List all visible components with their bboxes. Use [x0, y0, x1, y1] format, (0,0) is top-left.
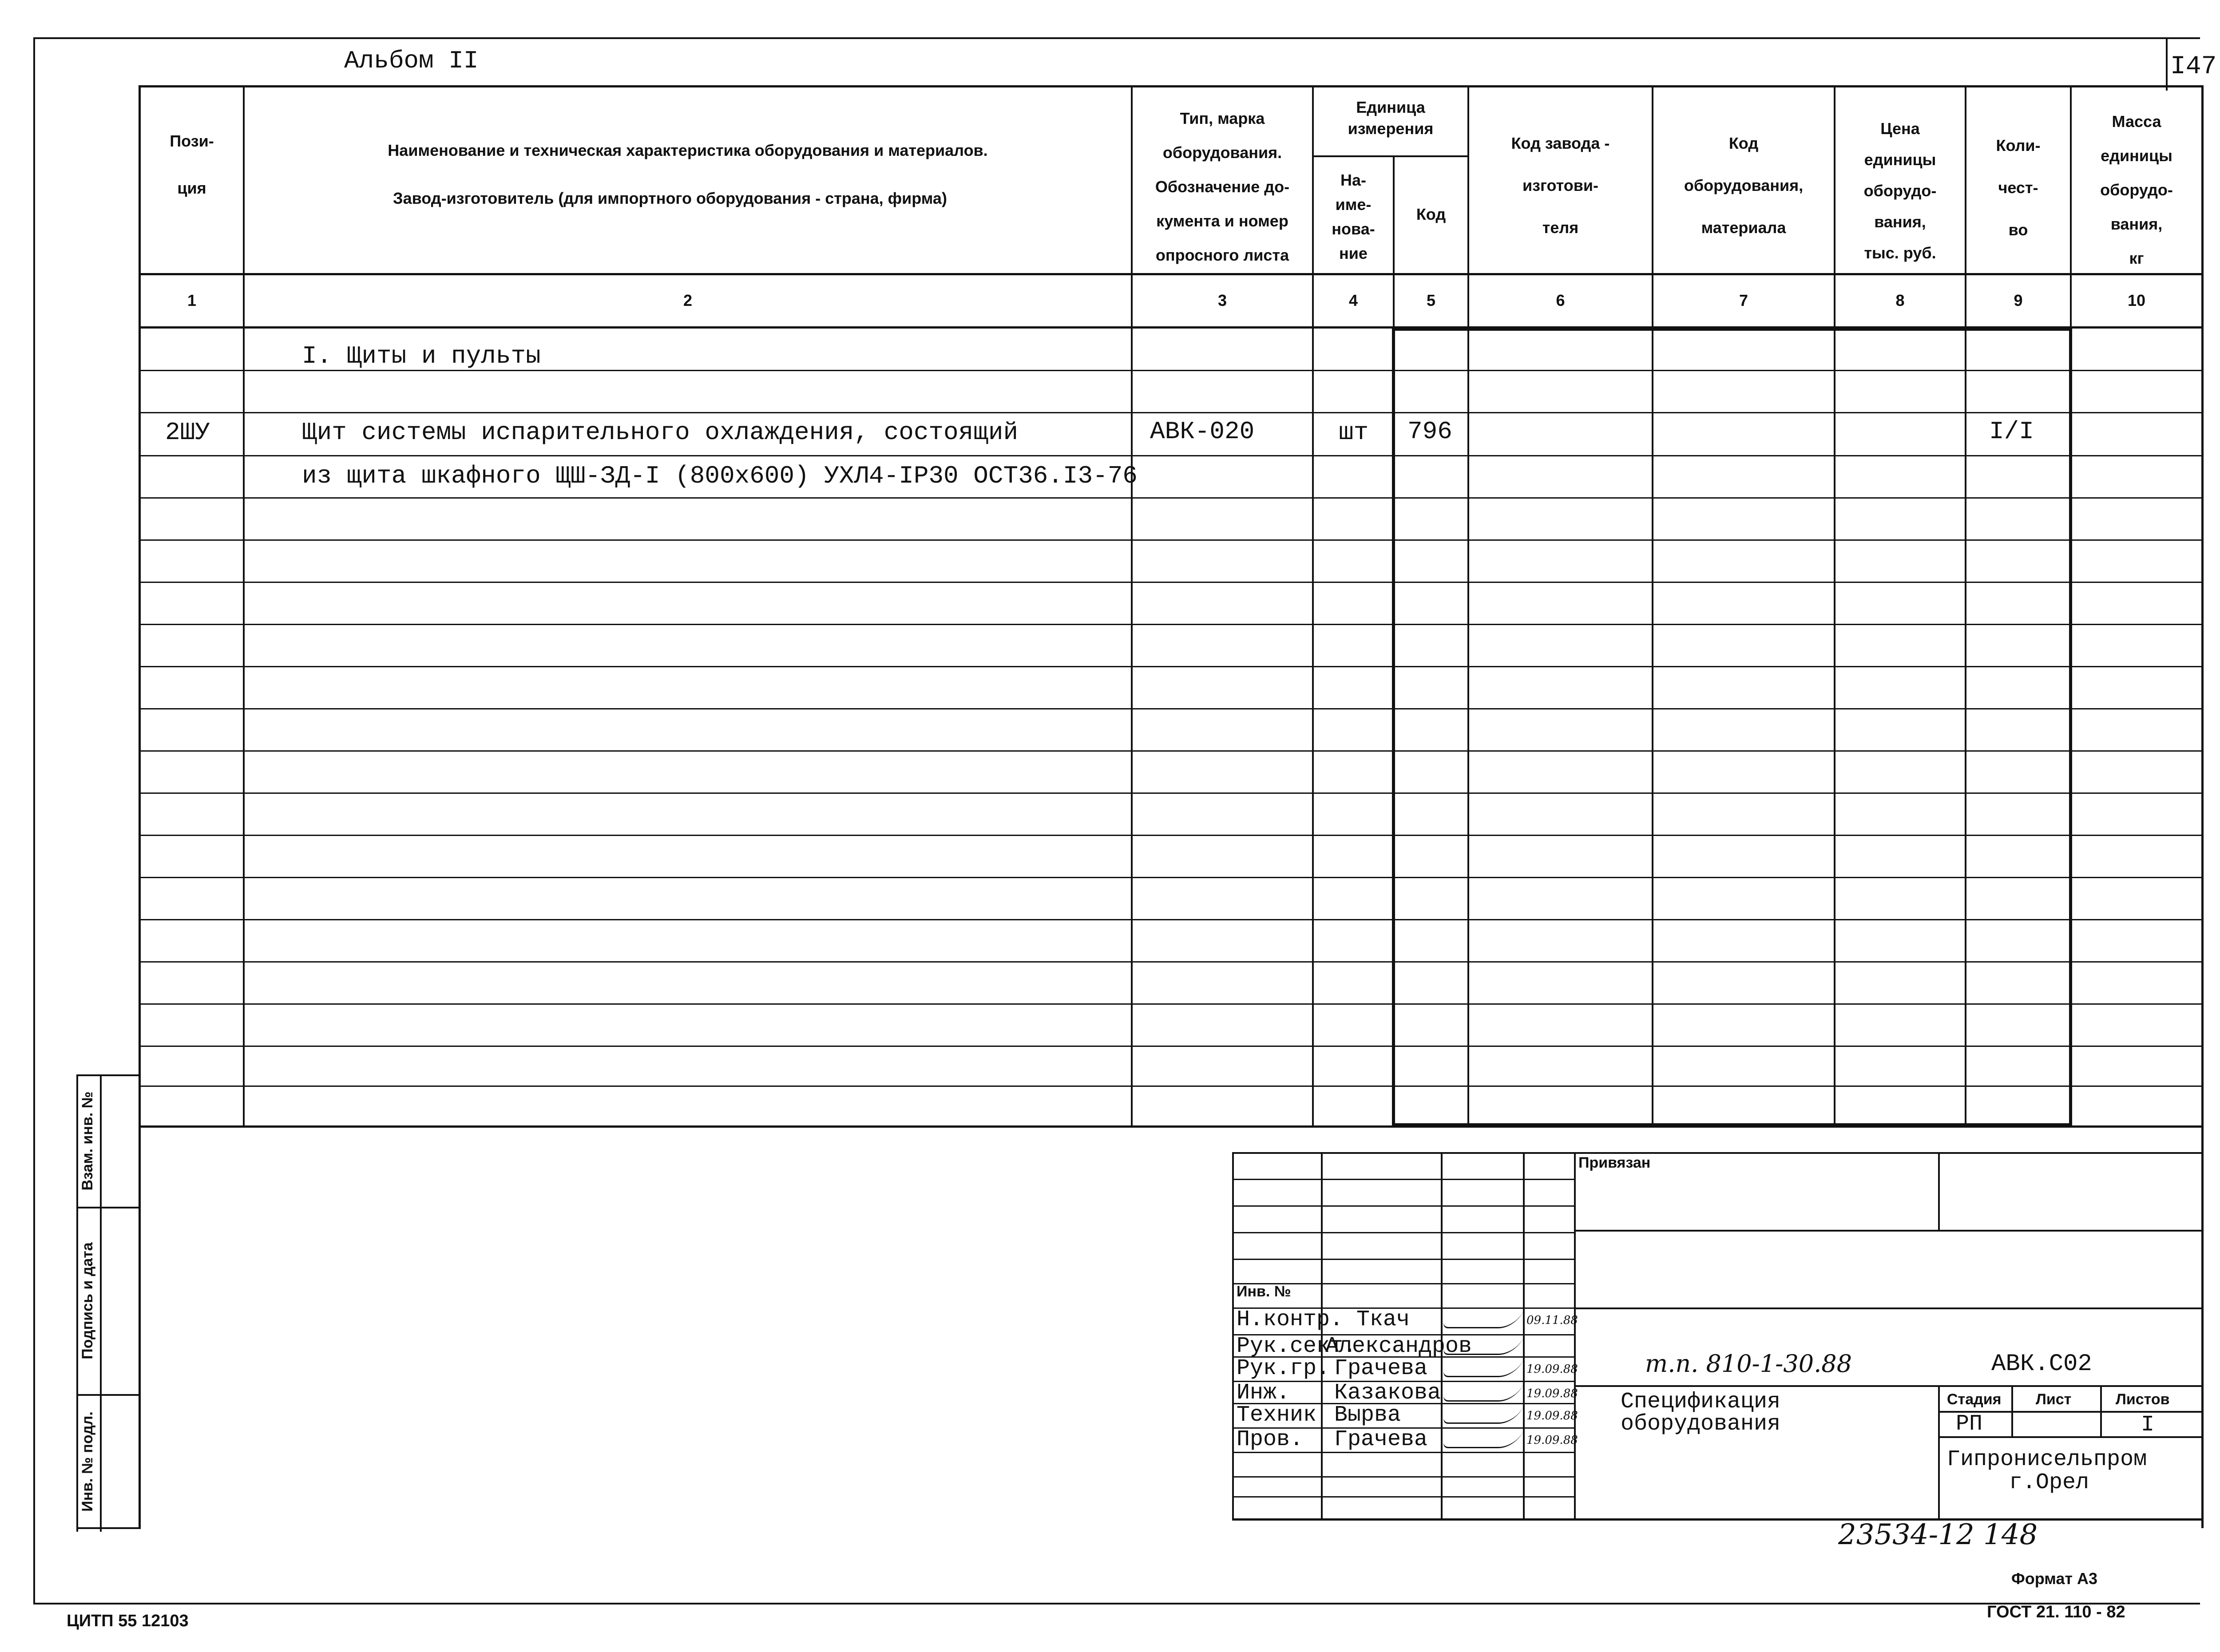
tb-staff-role: Инж. [1237, 1380, 1290, 1406]
col-num-10: 10 [2127, 291, 2146, 309]
table-row-line [139, 750, 2203, 752]
tb-h-privyazan [1574, 1230, 2202, 1232]
tb-privyazan: Привязан [1578, 1154, 1651, 1171]
printer-label: ЦИТП 55 12103 [67, 1612, 189, 1630]
tb-staff-signature [1442, 1336, 1524, 1355]
item-quantity: I/I [1989, 417, 2034, 446]
tb-v-sheet [2011, 1385, 2013, 1437]
col2-title: Наименование и техническая характеристика оборудования и материалов. Завод-изготовитель (для импортного оборудования - страна, фирма) [388, 141, 988, 207]
side-stamp-mid [100, 1074, 102, 1532]
item-name-line1: Щит системы испарительного охлаждения, состоящий [302, 418, 1019, 447]
heavy-box-top [1393, 328, 2072, 331]
item-unit-name: шт [1339, 418, 1369, 447]
tb-staff-role: Рук.сект. [1237, 1334, 1357, 1359]
section-title: I. Щиты и пульты [302, 342, 541, 370]
table-row-line [139, 539, 2203, 541]
table-row-line [139, 1085, 2203, 1087]
table-row-line [139, 792, 2203, 794]
gost-label: ГОСТ 21. 110 - 82 [1987, 1603, 2125, 1621]
tb-staff-role: Техник [1237, 1402, 1317, 1428]
tb-v-date [1574, 1152, 1576, 1518]
side-podpis-data: Подпись и дата [79, 1242, 96, 1359]
heavy-box-right [2069, 328, 2072, 1126]
col-num-1: 1 [187, 291, 197, 309]
item-type: АВК-020 [1150, 417, 1255, 446]
tb-v-sheets [2100, 1385, 2102, 1437]
tb-staff-row-line [1232, 1205, 1574, 1207]
heavy-box-left [1392, 328, 1395, 1126]
tb-sheet-label: Лист [2036, 1391, 2072, 1408]
unit-group-title: Единица измерения [1348, 98, 1434, 138]
album-label: Альбом II [344, 47, 479, 75]
tb-org-line2: г.Орел [2009, 1470, 2089, 1495]
table-row-line [139, 1046, 2203, 1047]
tb-staff-signature [1442, 1383, 1524, 1402]
col10-title: Масса единицы оборудо- вания, кг [2100, 112, 2173, 267]
col-num-7: 7 [1739, 291, 1748, 309]
tb-stage-label: Стадия [1947, 1391, 2002, 1408]
tb-top [1232, 1152, 2203, 1154]
table-top [139, 85, 2203, 87]
tb-staff-role: Н.контр. [1237, 1307, 1344, 1332]
tb-staff-name: Ткач [1356, 1307, 1410, 1332]
tb-bottom [1232, 1518, 2203, 1521]
tb-inv-no: Инв. № [1237, 1283, 1291, 1300]
table-row-line [139, 708, 2203, 709]
tb-v-privyazan [1938, 1152, 1940, 1231]
tb-h-codes [1574, 1307, 2202, 1309]
tb-org-line1: Гипронисельпром [1947, 1447, 2147, 1472]
tb-staff-name: Грачева [1334, 1427, 1428, 1452]
header-bottom [139, 273, 2203, 275]
col-divider-1 [243, 85, 245, 1126]
table-row-line [139, 497, 2203, 499]
tb-staff-signature [1442, 1358, 1524, 1377]
tb-staff-date: 09.11.88 [1526, 1314, 1578, 1327]
top-frame-line [33, 37, 2200, 39]
tb-staff-role: Пров. [1237, 1427, 1304, 1452]
table-row-line [139, 835, 2203, 836]
col-num-4: 4 [1348, 291, 1358, 309]
handwritten-archive-number: 23534-12 148 [1838, 1518, 2038, 1551]
tb-project-code: т.п. 810-1-30.88 [1645, 1350, 1852, 1378]
tb-staff-signature [1442, 1429, 1524, 1448]
tb-sheets-value: I [2141, 1412, 2155, 1438]
tb-staff-name: Александров [1325, 1334, 1472, 1359]
tb-staff-date: 19.09.88 [1526, 1387, 1578, 1400]
tb-staff-row-line [1232, 1496, 1574, 1497]
tb-staff-signature [1442, 1405, 1524, 1424]
col-num-2: 2 [683, 291, 693, 309]
side-inv-podl: Инв. № подл. [79, 1411, 96, 1512]
col7-title: Код оборудования, материала [1684, 134, 1804, 237]
tb-staff-name: Грачева [1334, 1356, 1428, 1381]
format-label: Формат А3 [2011, 1569, 2098, 1588]
item-unit-code: 796 [1407, 417, 1452, 446]
tb-v-stage [1938, 1385, 1940, 1518]
table-row-line [139, 455, 2203, 456]
col6-title: Код завода - изготови- теля [1511, 134, 1610, 237]
table-row-line [139, 582, 2203, 583]
tb-right [2201, 1152, 2204, 1521]
tb-h-title [1574, 1385, 2202, 1387]
tb-staff-row-line [1232, 1259, 1574, 1260]
col3-title: Тип, марка оборудования. Обозначение до- кумента и номер опросного листа [1155, 109, 1290, 264]
page-number: I47 [2170, 52, 2217, 81]
tb-staff-row-line [1232, 1232, 1574, 1233]
tb-staff-role: Рук.гр. [1237, 1356, 1330, 1381]
tb-staff-signature [1442, 1309, 1524, 1328]
col4-title: На- име- нова- ние [1332, 171, 1375, 262]
tb-staff-row-line [1232, 1179, 1574, 1180]
tb-staff-row-line [1232, 1476, 1574, 1478]
tb-sheets-label: Листов [2116, 1391, 2170, 1408]
col5-title: Код [1416, 205, 1446, 223]
tb-doc-code: АВК.С02 [1991, 1351, 2092, 1378]
col-num-6: 6 [1556, 291, 1565, 309]
bottom-frame-line [33, 1603, 2200, 1604]
col-num-3: 3 [1217, 291, 1227, 309]
left-frame-line [33, 37, 35, 1604]
col1-title: Пози- ция [170, 132, 214, 197]
tb-stage-value: РП [1956, 1411, 1983, 1437]
side-stamp-left [76, 1074, 78, 1532]
table-row-line [139, 1003, 2203, 1005]
item-name-line2: из щита шкафного ЩШ-ЗД-I (800х600) УХЛ4-IP30 ОСТ36.I3-76 [302, 462, 1138, 490]
col9-title: Коли- чест- во [1996, 136, 2041, 239]
item-position: 2ШУ [165, 418, 210, 447]
unit-group-divider [1312, 155, 1468, 157]
heavy-box-bottom [1393, 1123, 2072, 1126]
tb-staff-name: Казакова [1334, 1380, 1441, 1406]
table-row-line [139, 624, 2203, 625]
tb-left [1232, 1152, 1234, 1521]
tb-doc-title-2: оборудования [1621, 1411, 1781, 1437]
page-number-box-line [2166, 37, 2168, 91]
table-row-line [139, 666, 2203, 667]
table-row-line [139, 877, 2203, 878]
tb-staff-name: Вырва [1334, 1402, 1401, 1428]
side-vzam-inv: Взам. инв. № [79, 1091, 96, 1191]
table-row-line [139, 961, 2203, 963]
tb-staff-date: 19.09.88 [1526, 1434, 1578, 1447]
col-num-8: 8 [1895, 291, 1905, 309]
table-row-line [139, 919, 2203, 920]
col-num-9: 9 [2014, 291, 2023, 309]
table-row-line [139, 412, 2203, 413]
col8-title: Цена единицы оборудо- вания, тыс. руб. [1863, 119, 1937, 262]
tb-staff-date: 19.09.88 [1526, 1363, 1578, 1376]
col-num-5: 5 [1426, 291, 1436, 309]
tb-staff-date: 19.09.88 [1526, 1409, 1578, 1422]
tb-doc-title-1: Спецификация [1621, 1389, 1781, 1414]
